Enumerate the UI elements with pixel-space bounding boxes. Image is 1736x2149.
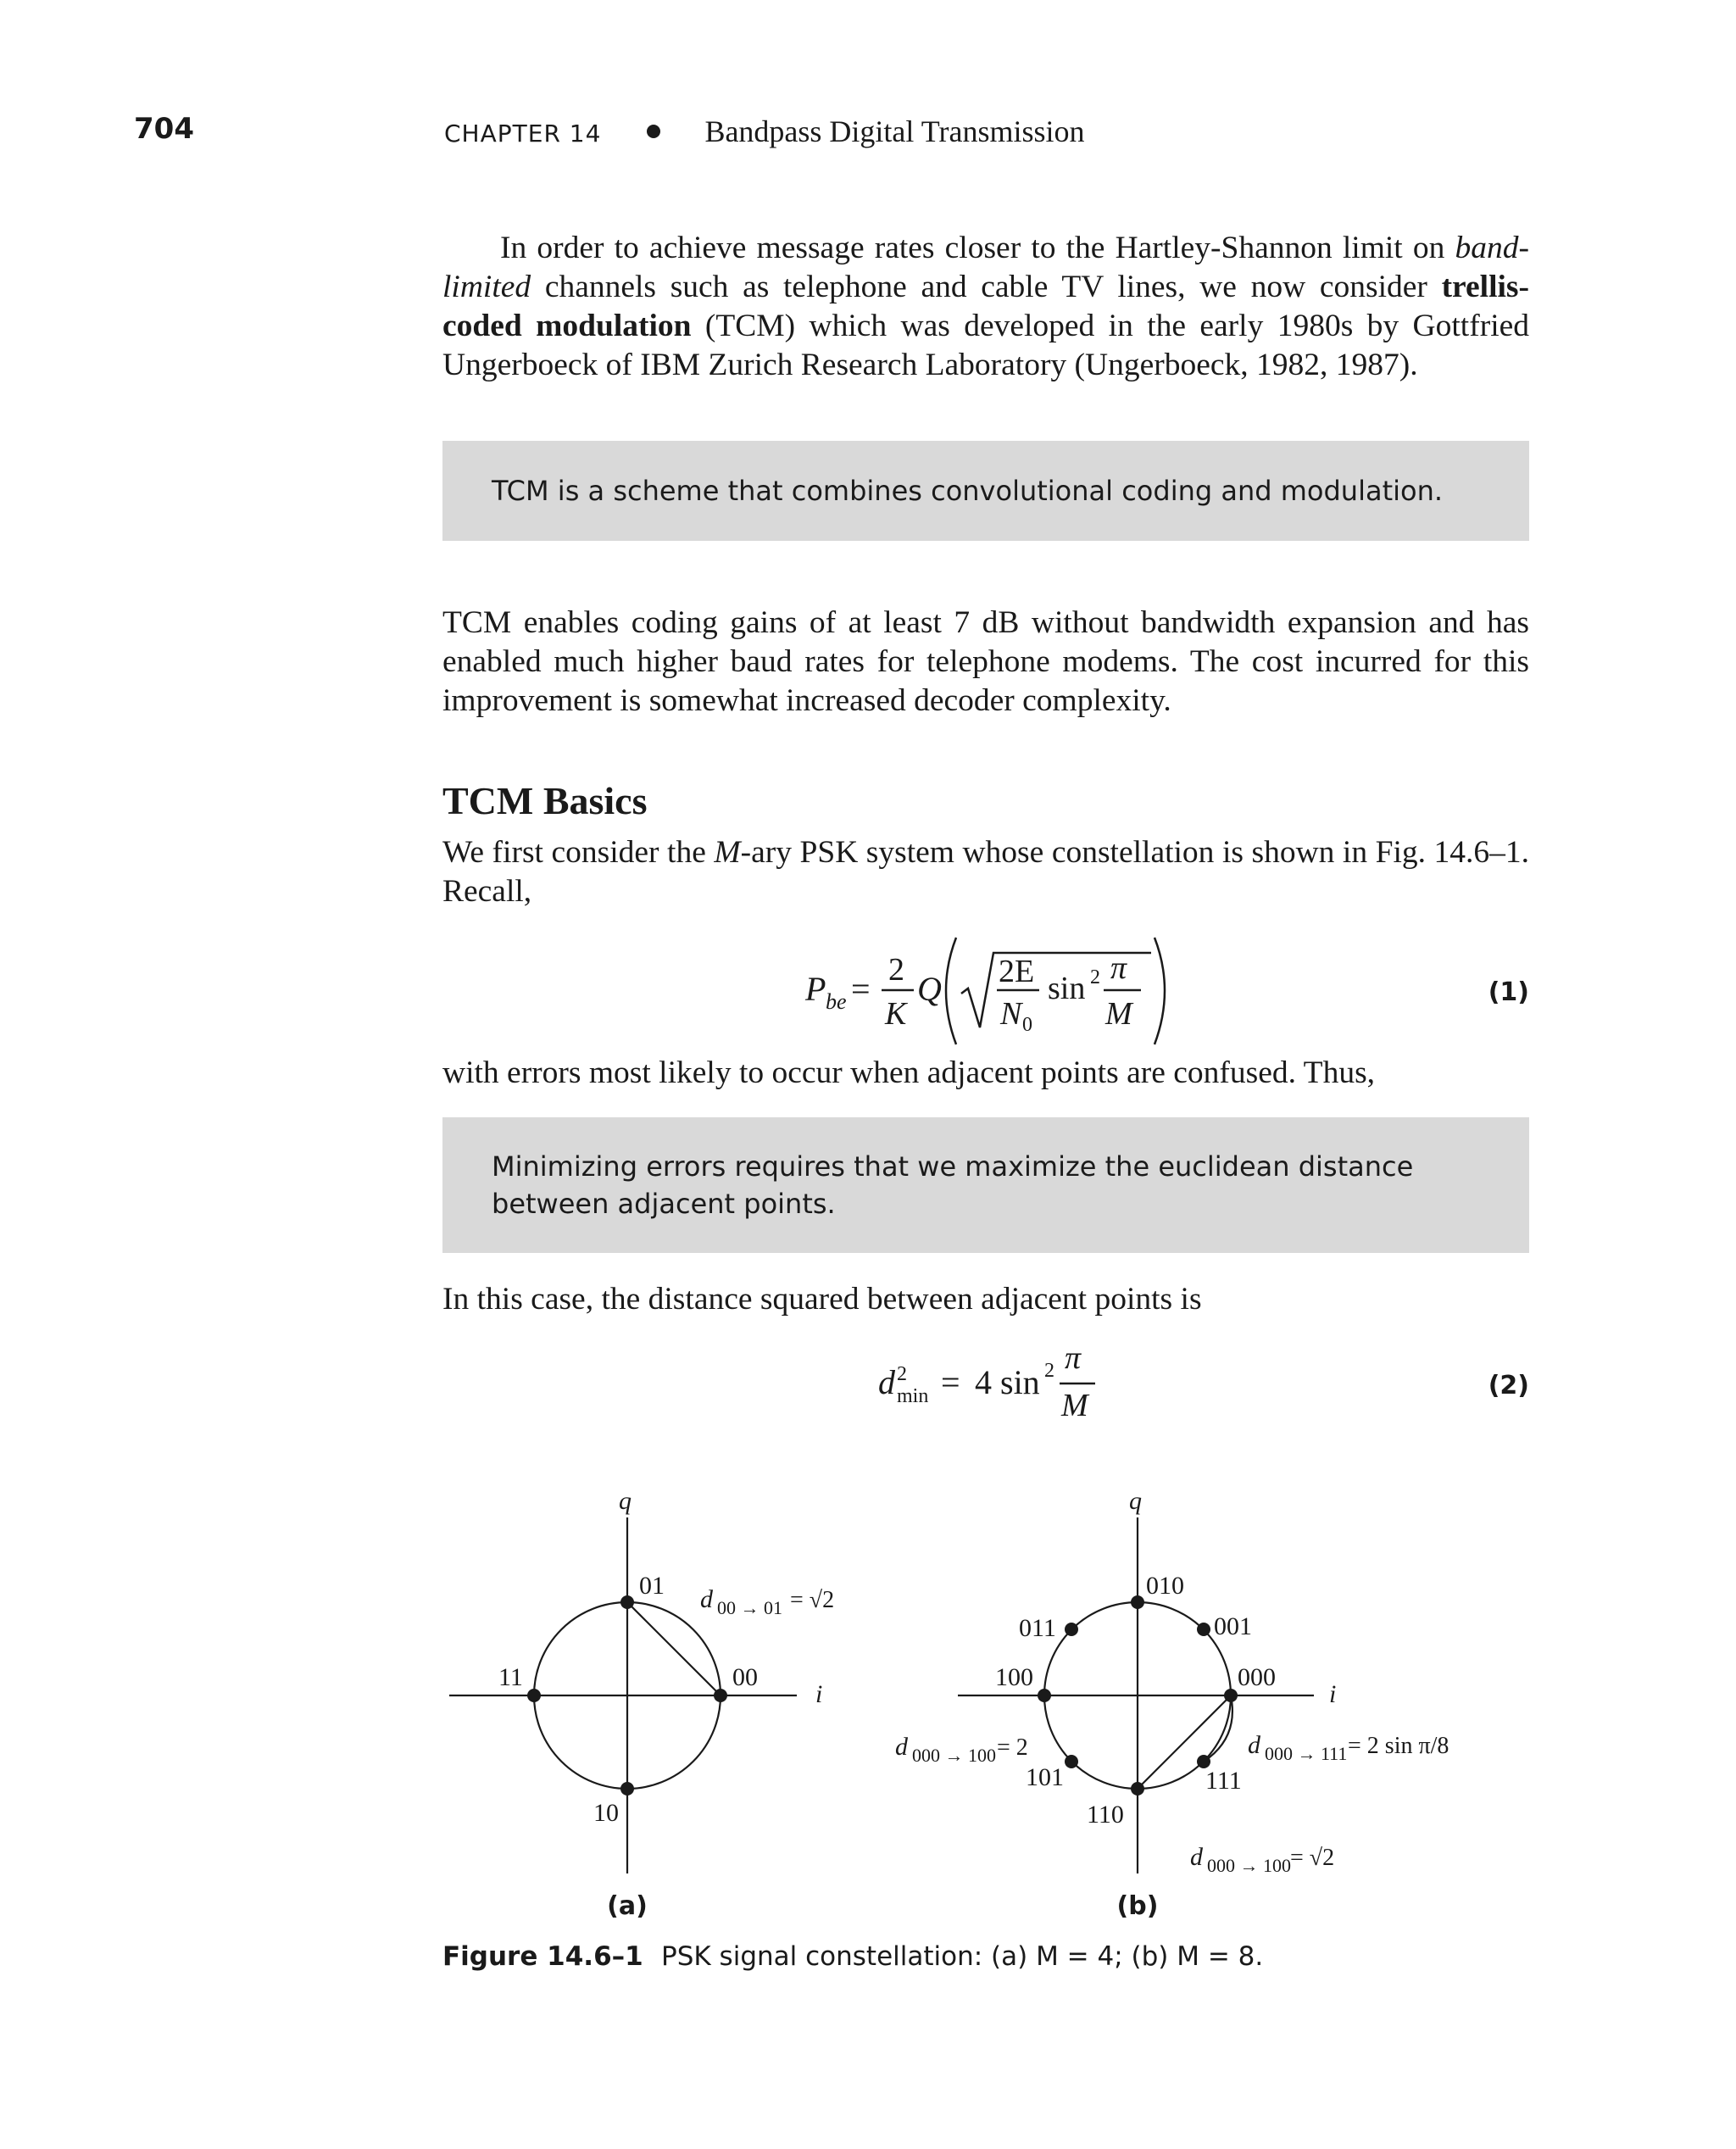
eq1-m: M bbox=[1105, 996, 1132, 1032]
eq1-right-paren bbox=[1155, 938, 1165, 1044]
panel-b-i-label: i bbox=[1329, 1680, 1337, 1708]
figure-panel-b bbox=[958, 1517, 1314, 1873]
panel-b-distance3-val: = √2 bbox=[1290, 1845, 1335, 1871]
panel-b-arc-line bbox=[1204, 1695, 1232, 1762]
chapter-label: CHAPTER 14 bbox=[444, 120, 602, 148]
panel-a-point-label: 00 bbox=[732, 1663, 758, 1691]
panel-a-point bbox=[620, 1782, 634, 1795]
eq1-pi: π bbox=[1110, 950, 1127, 986]
eq2-d: d bbox=[878, 1363, 895, 1401]
equation-2 bbox=[878, 1340, 1095, 1423]
body-paragraph: In this case, the distance squared between adjacent points is bbox=[442, 1282, 1202, 1317]
panel-b-q-label: q bbox=[1129, 1487, 1142, 1515]
panel-b-distance3-sub: 000 → 100 bbox=[1207, 1855, 1291, 1876]
eq2-sup: 2 bbox=[897, 1363, 907, 1385]
eq1-lhs: P bbox=[805, 970, 826, 1008]
eq1-inner-den-sub: 0 bbox=[1022, 1014, 1032, 1036]
para3-text-2: -ary PSK system whose constellation is shown in Fig. 14.6–1. Recall, bbox=[442, 835, 1530, 909]
panel-b-distance3-d: d bbox=[1190, 1843, 1203, 1871]
figure-label: Figure 14.6–1 bbox=[442, 1941, 643, 1972]
panel-b-distance1-sub: 000 → 100 bbox=[912, 1745, 996, 1766]
panel-b-point bbox=[1197, 1623, 1210, 1636]
panel-b-distance2-val: = 2 sin π/8 bbox=[1348, 1733, 1449, 1759]
panel-a-distance-d: d bbox=[700, 1585, 713, 1613]
intro-text-italic: band-limited bbox=[442, 231, 1529, 304]
panel-a-distance-line bbox=[627, 1602, 721, 1695]
panel-a-point-label: 01 bbox=[639, 1572, 665, 1600]
panel-b-point bbox=[1131, 1595, 1144, 1609]
panel-b-point bbox=[1065, 1755, 1078, 1768]
eq1-sin: sin bbox=[1048, 971, 1086, 1006]
panel-a-point bbox=[714, 1689, 727, 1702]
panel-b-distance1-d: d bbox=[895, 1733, 908, 1761]
panel-a-point bbox=[620, 1595, 634, 1609]
eq1-frac-den: K bbox=[885, 996, 907, 1032]
eq1-sin-pow: 2 bbox=[1090, 966, 1100, 988]
eq1-frac-num: 2 bbox=[888, 952, 904, 988]
section-heading: TCM Basics bbox=[442, 779, 648, 822]
panel-b-point-label: 110 bbox=[1087, 1801, 1124, 1829]
panel-b-point-label: 000 bbox=[1238, 1663, 1276, 1691]
eq2-number: (2) bbox=[1488, 1371, 1529, 1400]
equation-1 bbox=[804, 938, 1165, 1044]
panel-a-point-label: 10 bbox=[593, 1799, 619, 1827]
eq1-equals: = bbox=[851, 970, 871, 1008]
panel-a-q-label: q bbox=[619, 1487, 632, 1515]
figure-caption bbox=[442, 1941, 1263, 1972]
panel-a-point-label: 11 bbox=[498, 1663, 523, 1691]
para3-text-italic: M bbox=[714, 835, 741, 870]
chapter-title: Bandpass Digital Transmission bbox=[704, 114, 1085, 148]
panel-b-label: (b) bbox=[1116, 1891, 1159, 1921]
body-paragraph: with errors most likely to occur when adjacent points are confused. Thus, bbox=[442, 1055, 1376, 1090]
eq1-inner-num: 2E bbox=[999, 954, 1035, 989]
figure-panel-a bbox=[449, 1517, 797, 1873]
body-paragraph: TCM enables coding gains of at least 7 dB without bandwidth expansion and has enabled much higher baud rates for telephone modems. The cost incurred for this improvement is somewhat increased decoder complexity. bbox=[442, 605, 1529, 718]
page-number: 704 bbox=[134, 112, 194, 146]
intro-text-1: In order to achieve message rates closer to the Hartley-Shannon limit on bbox=[500, 231, 1455, 265]
callout-text: Minimizing errors requires that we maximize the euclidean distance between adjacent points. bbox=[492, 1150, 1414, 1220]
panel-a-i-label: i bbox=[815, 1680, 823, 1708]
eq2-den: M bbox=[1061, 1388, 1088, 1423]
panel-b-point-label: 100 bbox=[995, 1663, 1033, 1691]
para3-text-1: We first consider the bbox=[442, 835, 715, 870]
panel-b-distance2-sub: 000 → 111 bbox=[1265, 1743, 1348, 1764]
panel-b-point bbox=[1038, 1689, 1051, 1702]
eq1-inner-den: N bbox=[1000, 996, 1022, 1032]
callout-text: TCM is a scheme that combines convolutional coding and modulation. bbox=[492, 475, 1444, 507]
panel-a-label: (a) bbox=[607, 1891, 648, 1921]
panel-b-point bbox=[1065, 1623, 1078, 1636]
intro-text-bold: trellis-coded modulation bbox=[442, 270, 1529, 343]
panel-b-point-label: 101 bbox=[1026, 1763, 1064, 1791]
eq2-num: π bbox=[1065, 1340, 1082, 1376]
panel-b-point bbox=[1224, 1689, 1238, 1702]
figure-caption-text: PSK signal constellation: (a) M = 4; (b) M = 8. bbox=[661, 1941, 1264, 1972]
intro-text-3: (TCM) which was developed in the early 1980s by Gottfried Ungerboeck of IBM Zurich Research Laboratory (Ungerboeck, 1982, 1987). bbox=[442, 309, 1530, 382]
eq1-lhs-sub: be bbox=[826, 989, 847, 1014]
eq2-coef: 4 sin bbox=[975, 1363, 1040, 1401]
eq2-pow: 2 bbox=[1044, 1360, 1054, 1382]
eq1-left-paren bbox=[946, 938, 956, 1044]
panel-a-distance-sub: 00 → 01 bbox=[717, 1597, 782, 1618]
panel-a-point bbox=[527, 1689, 541, 1702]
panel-a-distance-val: = √2 bbox=[790, 1587, 835, 1613]
panel-b-distance2-d: d bbox=[1248, 1731, 1260, 1759]
eq2-sub: min bbox=[897, 1385, 929, 1407]
panel-b-point-label: 111 bbox=[1205, 1767, 1242, 1795]
eq1-q: Q bbox=[917, 970, 942, 1008]
eq2-equals: = bbox=[941, 1363, 960, 1401]
eq1-number: (1) bbox=[1488, 977, 1529, 1007]
panel-b-point-label: 011 bbox=[1019, 1614, 1056, 1642]
panel-b-point bbox=[1131, 1782, 1144, 1795]
panel-b-distance1-val: = 2 bbox=[997, 1734, 1028, 1761]
panel-b-point-label: 001 bbox=[1214, 1612, 1252, 1640]
intro-text-2: channels such as telephone and cable TV lines, we now consider bbox=[531, 270, 1442, 304]
panel-b-point-label: 010 bbox=[1146, 1572, 1184, 1600]
